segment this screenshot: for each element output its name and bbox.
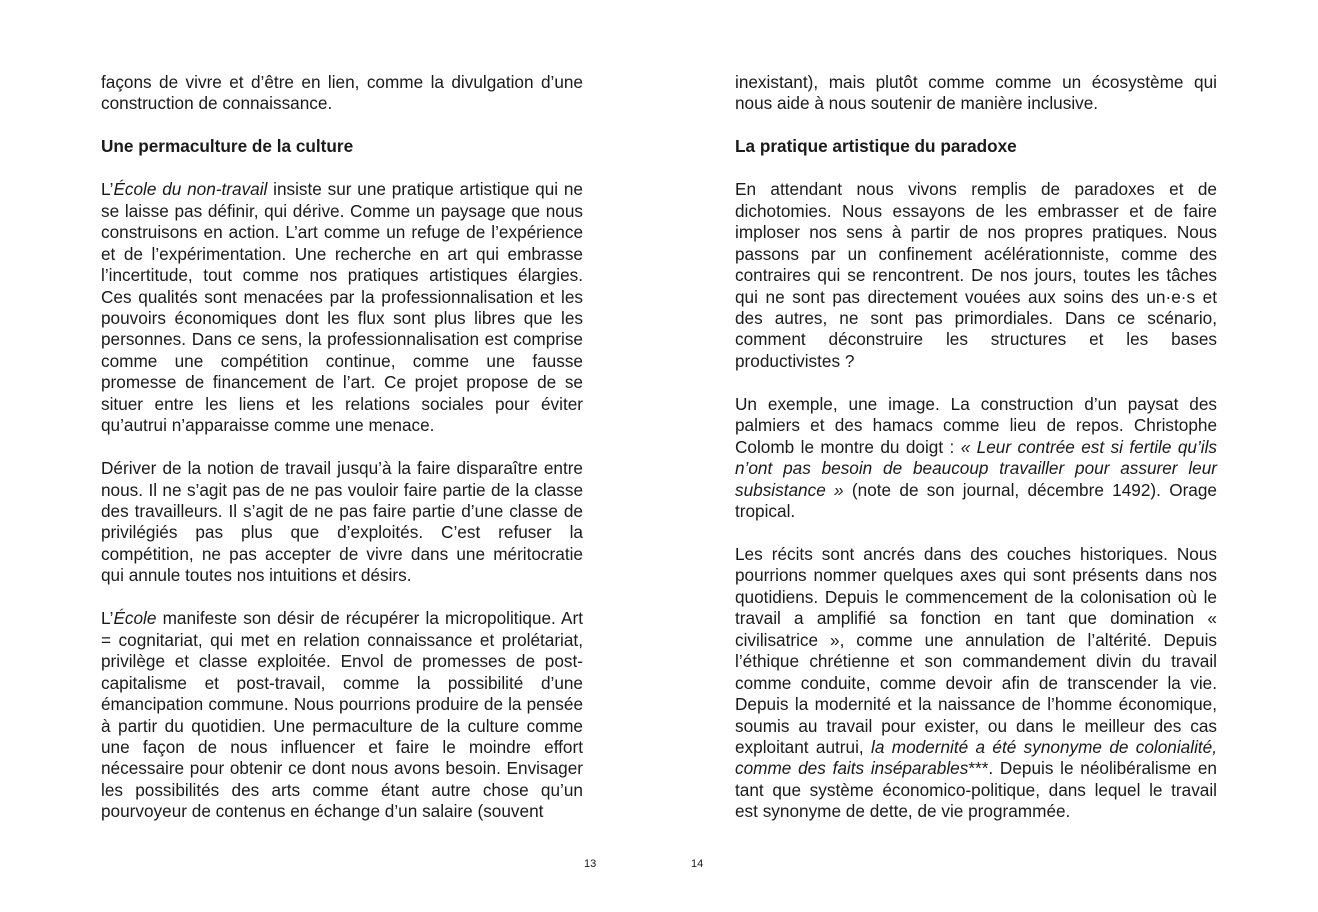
section-heading-paradoxe: La pratique artistique du paradoxe: [735, 136, 1017, 157]
text-run: insiste sur une pratique artistique qui ne se laisse pas définir, qui dérive. Comme un paysage que nous construisons en action. L’art comme un refuge de l’expérience et de l’expérimentation. Une recherche en art qui embrasse l’incertitude, tout comme nos pratiques artistiques élargies. Ces qualités sont menacées par la professionnalisation et les pouvoirs économiques dont les flux sont plus libres que les personnes. Dans ce sens, la professionnalisation est comprise comme une compétition continue, comme une fausse promesse de financement de l’art. Ce projet propose de se situer entre les liens et les relations sociales pour éviter qu’autrui n’apparaisse comme une menace.: [101, 179, 583, 436]
left-paragraph-3: [101, 608, 583, 823]
text-run: Les récits sont ancrés dans des couches historiques. Nous pourrions nommer quelques axes qui sont présents dans nos quotidiens. Depuis le commencement de la colonisation où le travail a amplifié sa fonction en tant que domination « civilisatrice », comme une annulation de l’altérité. Depuis l’éthique chrétienne et son commandement divin du travail comme conduite, comme devoir afin de transcender la vie. Depuis la modernité et la naissance de l’homme économique, soumis au travail pour exister, ou dans le meilleur des cas exploitant autrui,: [735, 543, 1217, 757]
left-paragraph-continued: façons de vivre et d’être en lien, comme la divulgation d’une construction de connaissance.: [101, 72, 583, 114]
page-number-right: 14: [691, 858, 704, 870]
left-text-column: [101, 72, 583, 823]
left-paragraph-1: [101, 179, 583, 436]
page-number-left: 13: [584, 858, 597, 870]
italic-quote: « Leur contrée est si fertile qu’ils n’ont pas besoin de beaucoup travailler pour assurer leur subsistance »: [735, 436, 1217, 500]
right-paragraph-continued: inexistant), mais plutôt comme comme un écosystème qui nous aide à nous soutenir de manière inclusive.: [735, 72, 1217, 114]
text-run: manifeste son désir de récupérer la micropolitique. Art = cognitariat, qui met en relation connaissance et prolétariat, privilège et classe exploitée. Envol de promesses de post-capitalisme et post-travail, comme la possibilité d’une émancipation commune. Nous pourrions produire de la pensée à partir du quotidien. Une permaculture de la culture comme une façon de nous influencer et faire le moindre effort nécessaire pour obtenir ce dont nous avons besoin. Envisager les possibilités des arts comme étant autre chose qu’un pourvoyeur de contenus en échange d’un salaire (souvent: [101, 608, 583, 822]
text-run: (note de son journal, décembre 1492). Orage tropical.: [735, 479, 1217, 522]
section-heading-permaculture: Une permaculture de la culture: [101, 136, 354, 157]
right-paragraph-1: En attendant nous vivons remplis de paradoxes et de dichotomies. Nous essayons de les embrasser et de faire imploser nos sens à partir de nos propres pratiques. Nous passons par un confinement acélérationniste, comme des contraires qui se rencontrent. De nos jours, toutes les tâches qui ne sont pas directement vouées aux soins des un·e·s et des autres, ne sont pas primordiales. Dans ce scénario, comment déconstruire les structures et les bases productivistes ?: [735, 179, 1217, 371]
italic-title: École du non-travail: [113, 179, 268, 200]
right-page: [659, 0, 1318, 912]
text-run: L’: [101, 608, 114, 629]
text-run: L’: [101, 179, 114, 200]
left-paragraph-2: Dériver de la notion de travail jusqu’à la faire disparaître entre nous. Il ne s’agit pas de ne pas vouloir faire partie de la classe des travailleurs. Il s’agit de ne pas faire partie d’une classe de privilégiés pas plus que d’exploités. C’est refuser la compétition, ne pas accepter de vivre dans une méritocratie qui annule toutes nos intuitions et désirs.: [101, 458, 583, 586]
text-run: ***. Depuis le néolibéralisme en tant que système économico-politique, dans lequel le travail est synonyme de dette, de vie programmée.: [735, 758, 1217, 822]
italic-title: École: [113, 608, 157, 629]
right-text-column: [735, 72, 1217, 823]
right-paragraph-3: [735, 544, 1217, 823]
italic-quote: la modernité a été synonyme de colonialité, comme des faits inséparables: [735, 736, 1217, 779]
right-paragraph-2: [735, 394, 1217, 523]
text-run: Un exemple, une image. La construction d’un paysat des palmiers et des hamacs comme lieu de repos. Christophe Colomb le montre du doigt :: [735, 393, 1217, 457]
